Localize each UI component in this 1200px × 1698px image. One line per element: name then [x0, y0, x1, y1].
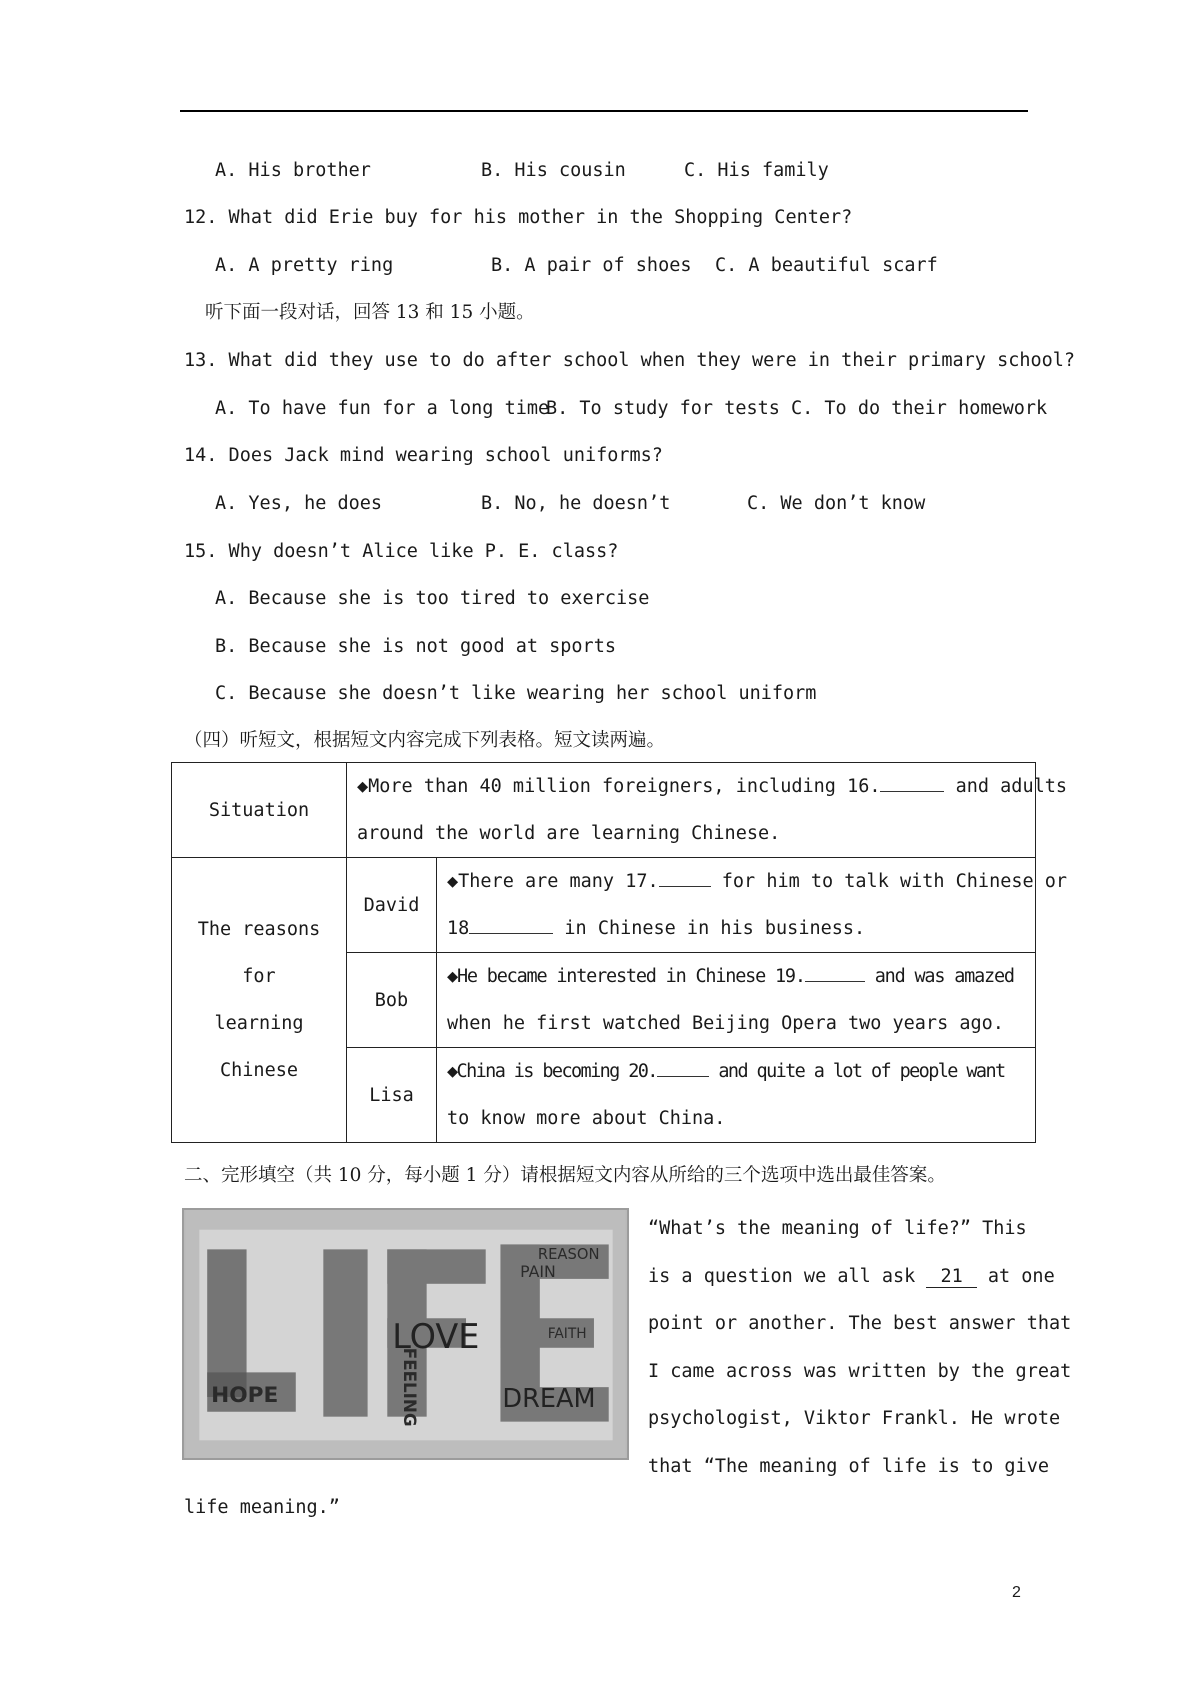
- david-text-b: for him to talk with Chinese or: [710, 871, 1068, 892]
- q13-question: 13. What did they use to do after school when they were in their primary school?: [184, 350, 1076, 371]
- situation-label-cell: [172, 763, 347, 858]
- q12-option-c: C. A beautiful scarf: [715, 255, 938, 276]
- q15-option-a: A. Because she is too tired to exercise: [215, 588, 650, 609]
- name-cell-bob: [347, 953, 437, 1048]
- cloze-passage: [648, 1205, 1072, 1490]
- blank-21: 21: [926, 1267, 976, 1288]
- passage-line-5: psychologist, Viktor Frankl. He wrote: [648, 1408, 1061, 1429]
- q14-option-c: C. We don’t know: [747, 493, 926, 514]
- section2-heading: 二、完形填空（共 10 分，每小题 1 分）请根据短文内容从所给的三个选项中选出最佳答案。: [184, 1165, 946, 1186]
- q11-option-b: B. His cousin: [481, 160, 626, 181]
- bob-text-a: ◆He became interested in Chinese 19.: [447, 966, 805, 987]
- image-word-love: LOVE: [392, 1316, 480, 1356]
- name-lisa: Lisa: [369, 1084, 414, 1106]
- reasons-label-cell: [172, 858, 347, 1143]
- passage-line-2b: at one: [987, 1265, 1055, 1287]
- header-rule: [180, 110, 1028, 112]
- bob-text-b: and was amazed: [864, 966, 1014, 987]
- situation-text-line2: around the world are learning Chinese.: [357, 823, 781, 844]
- image-word-hope: HOPE: [211, 1382, 279, 1408]
- name-david: David: [363, 894, 420, 916]
- passage-line-1: “What’s the meaning of life?” This: [648, 1218, 1027, 1239]
- life-word-art-image: [182, 1208, 629, 1460]
- blank-16: [880, 775, 944, 792]
- q12-option-a: A. A pretty ring: [215, 255, 394, 276]
- reasons-label-line3: Chinese: [220, 1060, 298, 1081]
- passage-line-7: life meaning.”: [184, 1497, 340, 1518]
- q15-option-b: B. Because she is not good at sports: [215, 636, 616, 657]
- image-word-reason: REASON: [537, 1246, 600, 1264]
- blank-20: [657, 1060, 709, 1077]
- image-word-dream: DREAM: [502, 1383, 596, 1414]
- q14-question: 14. Does Jack mind wearing school uniforms?: [184, 445, 663, 466]
- david-text-a: ◆There are many 17.: [447, 871, 659, 892]
- q15-question: 15. Why doesn’t Alice like P. E. class?: [184, 541, 619, 562]
- situation-cell: [347, 763, 1068, 858]
- reason-cell-david: [437, 858, 1068, 953]
- q12-question: 12. What did Erie buy for his mother in the Shopping Center?: [184, 207, 853, 228]
- passage-line-6: that “The meaning of life is to give: [648, 1455, 1049, 1477]
- passage-line-3: point or another. The best answer that: [648, 1313, 1072, 1334]
- blank-19: [805, 965, 865, 982]
- image-word-feeling: FEELING: [400, 1347, 421, 1427]
- instruction-13-15: 听下面一段对话，回答 13 和 15 小题。: [205, 302, 535, 323]
- passage-line-2: [648, 1253, 1055, 1301]
- reason-cell-bob: [437, 953, 1036, 1048]
- lisa-text-line2: to know more about China.: [447, 1108, 726, 1129]
- name-bob: Bob: [374, 989, 409, 1011]
- section4-heading: （四）听短文，根据短文内容完成下列表格。短文读两遍。: [184, 730, 666, 751]
- q15-option-c: C. Because she doesn’t like wearing her school uniform: [215, 683, 817, 704]
- page-number: 2: [1012, 1584, 1021, 1601]
- reasons-label-line2: learning: [214, 1013, 304, 1034]
- name-cell-lisa: [347, 1048, 437, 1143]
- blank-18: [469, 917, 553, 934]
- q13-option-b: B. To study for tests: [546, 398, 780, 419]
- david-text-d: in Chinese in his business.: [553, 918, 866, 939]
- reason-cell-lisa: [437, 1048, 1036, 1143]
- passage-line-2a: is a question we all ask: [648, 1265, 916, 1287]
- q11-option-a: A. His brother: [215, 160, 371, 181]
- image-word-faith: FAITH: [547, 1325, 587, 1342]
- passage-line-4: I came across was written by the great: [648, 1360, 1072, 1382]
- listening-table: [171, 762, 1068, 1143]
- lisa-text-b: and quite a lot of people want: [708, 1061, 1005, 1082]
- q13-option-a: A. To have fun for a long time: [215, 398, 550, 419]
- q12-option-b: B. A pair of shoes: [491, 255, 692, 276]
- blank-17: [659, 870, 711, 887]
- bob-text-line2: when he first watched Beijing Opera two years ago.: [447, 1013, 1004, 1034]
- lisa-text-a: ◆China is becoming 20.: [447, 1061, 657, 1082]
- situation-text-b: and adults: [944, 776, 1068, 797]
- image-word-pain: PAIN: [520, 1261, 556, 1281]
- q14-option-a: A. Yes, he does: [215, 493, 383, 514]
- name-cell-david: [347, 858, 437, 953]
- reasons-label-line1: The reasons for: [197, 919, 321, 987]
- situation-text-a: ◆More than 40 million foreigners, including 16.: [357, 776, 881, 797]
- david-text-c: 18: [447, 918, 470, 939]
- q14-option-b: B. No, he doesn’t: [481, 493, 671, 514]
- q11-option-c: C. His family: [684, 160, 829, 181]
- situation-label: Situation: [208, 799, 310, 821]
- q13-option-c: C. To do their homework: [791, 398, 1048, 419]
